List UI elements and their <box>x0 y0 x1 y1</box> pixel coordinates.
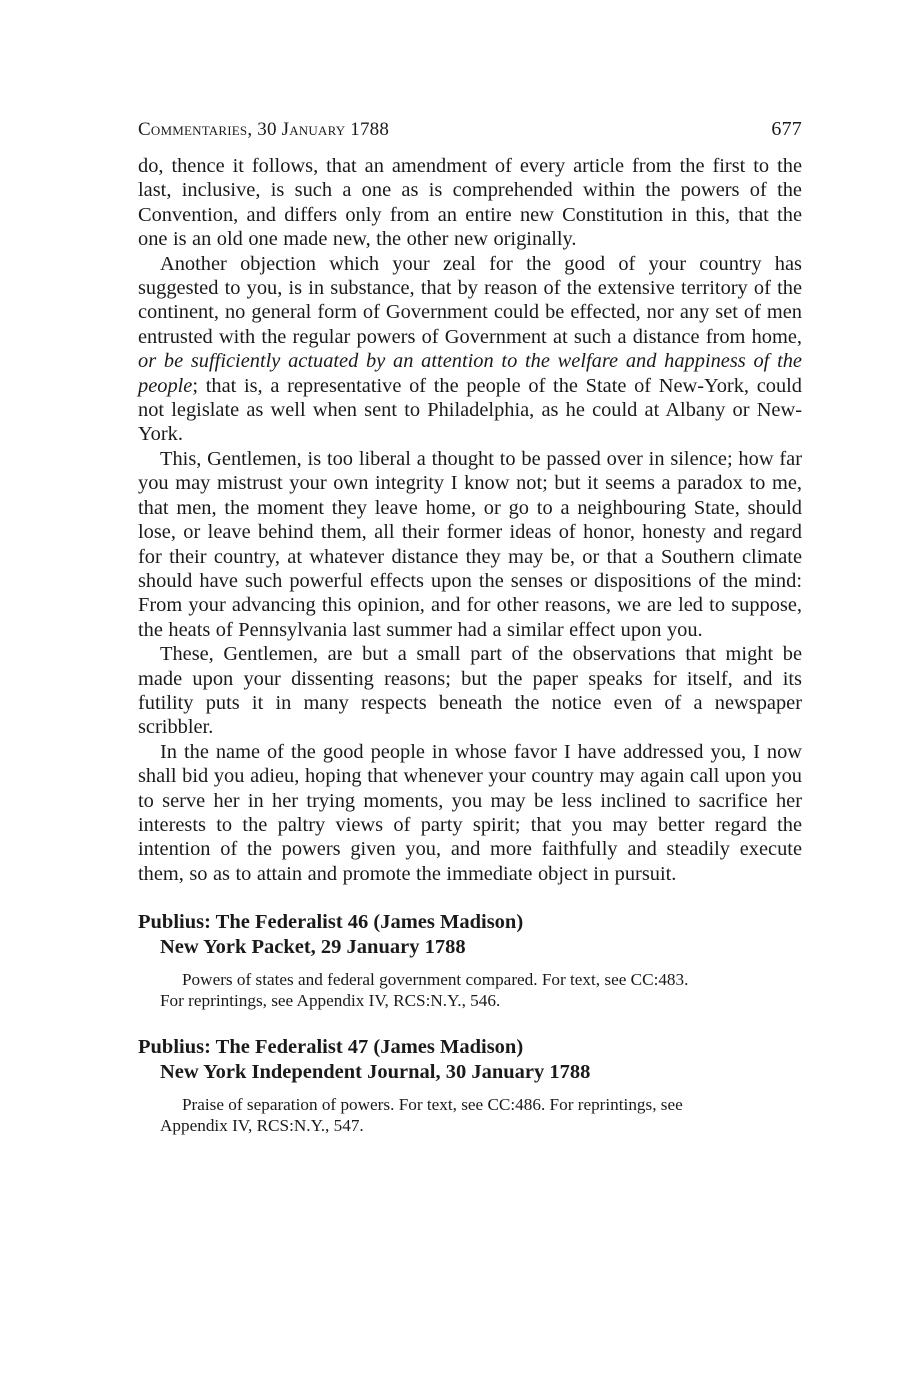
entry-title: Publius: The Federalist 46 (James Madison) <box>138 911 524 934</box>
entry-summary-line-2: For reprintings, see Appendix IV, RCS:N.Y., 546. <box>160 991 501 1011</box>
entry-federalist-47 <box>138 1035 802 1136</box>
paragraph-1: do, thence it follows, that an amendment of every article from the first to the last, inclusive, is such a one as is comprehended within the powers of the Convention, and differs only from an entire new Constitution in this, that the one is an old one made new, the other new originally. <box>138 155 802 251</box>
entry-summary-line-1: Praise of separation of powers. For text, see CC:486. For reprintings, see <box>182 1095 683 1115</box>
entry-summary <box>138 969 802 1011</box>
paragraph-3: This, Gentlemen, is too liberal a thought to be passed over in silence; how far you may mistrust your own integrity I know not; but it seems a paradox to me, that men, the moment they leave home, or go to a neighbouring State, should lose, or leave behind them, all their former ideas of honor, honesty and regard for their country, at whatever distance they may be, or that a Southern climate should have such powerful effects upon the senses or dispositions of the mind: From your advancing this opinion, and for other reasons, we are led to suppose, the heats of Pennsylvania last summer had a similar effect upon you. <box>138 447 802 641</box>
entry-publication: New York Packet, 29 January 1788 <box>160 935 466 958</box>
paragraph-2 <box>138 252 802 447</box>
body-text <box>138 154 802 886</box>
running-head <box>138 118 802 154</box>
entry-summary <box>138 1094 802 1136</box>
paragraph-5: In the name of the good people in whose favor I have addressed you, I now shall bid you adieu, hoping that whenever your country may again call upon you to serve her in her trying moments, you may be less inclined to sacrifice her interests to the paltry views of party spirit; that you may better regard the intention of the powers given you, and more faithfully and steadily execute them, so as to attain and promote the immediate object in pursuit. <box>138 740 802 885</box>
entry-federalist-46 <box>138 910 802 1011</box>
paragraph-2-italic: or be sufficiently actuated by an attention to the welfare and happiness of the people <box>138 350 802 397</box>
running-title: Commentaries, 30 January 1788 <box>138 119 390 140</box>
paragraph-2-text-a: Another objection which your zeal for the good of your country has suggested to you, is in substance, that by reason of the extensive territory of the continent, no general form of Government could be effected, nor any set of men entrusted with the regular powers of Government at such a distance from home, <box>138 252 802 348</box>
entry-publication: New York Independent Journal, 30 January 1788 <box>160 1060 591 1083</box>
document-page <box>138 118 802 1136</box>
entry-title: Publius: The Federalist 47 (James Madison) <box>138 1036 524 1059</box>
entry-heading <box>138 1035 802 1084</box>
entry-summary-line-1: Powers of states and federal government compared. For text, see CC:483. <box>182 970 689 990</box>
paragraph-4: These, Gentlemen, are but a small part of the observations that might be made upon your dissenting reasons; but the paper speaks for itself, and its futility puts it in many respects beneath the notice even of a newspaper scribbler. <box>138 643 802 739</box>
entry-summary-line-2: Appendix IV, RCS:N.Y., 547. <box>160 1116 364 1136</box>
page-number: 677 <box>771 118 802 140</box>
entry-heading <box>138 910 802 959</box>
paragraph-2-text-b: ; that is, a representative of the people of the State of New-York, could not legislate as well when sent to Philadelphia, as he could at Albany or New-York. <box>138 374 802 446</box>
